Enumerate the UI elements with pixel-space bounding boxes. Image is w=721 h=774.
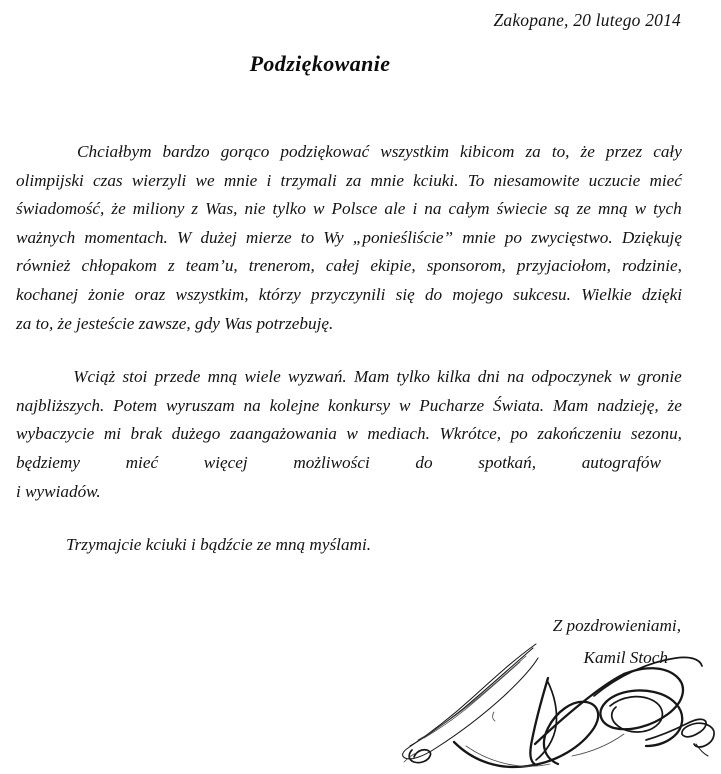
word: całej [325,256,360,276]
word: przyczynili [310,284,386,304]
word: przez [605,142,643,161]
word: team’u, [185,256,238,276]
word: tylko [272,199,306,219]
word: mną [207,367,238,387]
word: Wkrótce, [439,424,502,444]
word: gorąco [220,142,270,161]
word: kibicom [460,142,515,161]
text-line [16,228,682,257]
date-line: Zakopane, 20 lutego 2014 [493,10,681,30]
letter-body [16,142,682,564]
text-line [16,396,682,425]
word: mieć [649,170,682,190]
word: uczucie [588,170,641,190]
word: zwycięstwo. [531,227,613,247]
word: Potem [113,395,158,415]
word: Polsce [331,199,378,219]
word: ze [576,199,591,219]
word: wyruszam [165,395,235,415]
text-line [16,424,682,453]
paragraph [16,367,682,510]
word: Mam [552,395,589,415]
word: mnie [462,227,496,247]
word: mnie [223,170,258,190]
word: kolejne [269,395,320,415]
closing-salutation: Z pozdrowieniami, [552,616,681,635]
word: po [510,424,528,444]
word: rodzinie, [621,256,682,276]
word: będziemy [16,452,80,472]
word: trenerom, [248,256,315,276]
word: kochanej [16,284,79,304]
word: spotkań, [478,452,537,472]
word: po [504,227,522,247]
word: Wy [323,227,344,247]
word: do [415,452,433,472]
word: że [667,395,682,415]
word: z [191,199,199,219]
word: sukcesu. [513,284,571,304]
word: za to, że jesteście zawsze, gdy Was potrzebuję. [16,313,334,333]
word: którzy [258,284,301,304]
word: przede [154,367,201,387]
word: najbliższych. [16,395,105,415]
word: dużego [171,424,221,444]
word: mnie [370,170,404,190]
text-line [16,453,661,482]
word: ekipie, [370,256,416,276]
word: tych [653,199,682,219]
word: mierze [245,227,292,247]
word: brak [130,424,163,444]
word: miliony [132,199,185,219]
word: możliwości [293,452,370,472]
word: że [111,199,126,219]
word: kilka [437,367,471,387]
word: To [467,170,485,190]
text-line [16,285,682,314]
text-line [16,535,682,564]
word: świadomość, [16,199,105,219]
word: trzymali [280,170,337,190]
word: autografów [581,452,661,472]
text-line [16,482,682,511]
word: we [195,170,215,190]
word: bardzo [162,142,210,161]
word: z [167,256,175,276]
page-title: Podziękowanie [249,51,391,76]
word: Trzymajcie kciuki i bądźcie ze mną myślami. [66,535,372,555]
word: ale [384,199,406,219]
word: mojego [452,284,503,304]
word: za [525,142,541,161]
word: Was, [205,199,238,219]
word: Mam [353,367,390,387]
word: całym [448,199,490,219]
word: mieć [125,452,159,472]
word: że [580,142,595,161]
text-line [16,142,682,171]
word: nadzieję, [597,395,659,415]
word: momentach. [84,227,168,247]
word: dni [477,367,500,387]
word: konkursy [328,395,391,415]
word: to, [551,142,570,161]
text-line [16,171,682,200]
word: zaangażowania [229,424,337,444]
signer-name: Kamil Stoch [583,648,668,667]
word: Wciąż [73,367,116,387]
word: w [346,424,358,444]
word: w [634,199,647,219]
word: świecie [496,199,548,219]
word: wybaczycie [16,424,95,444]
word: mi [103,424,121,444]
word: w [313,199,325,219]
word: i [412,199,418,219]
word: cały [653,142,682,161]
text-line [16,314,682,343]
word: Pucharze [419,395,485,415]
word: zakończeniu [537,424,622,444]
word: podziękować [280,142,370,161]
text-line [16,256,682,285]
word: mediach. [367,424,430,444]
word: oraz [134,284,166,304]
word: do [424,284,443,304]
word: w [618,367,631,387]
word: olimpijski [16,170,84,190]
word: ważnych [16,227,76,247]
word: żonie [88,284,125,304]
word: nie [244,199,266,219]
word: Świata. [493,395,545,415]
word: wierzyli [131,170,187,190]
word: odpoczynek [531,367,612,387]
word: Dziękuję [621,227,682,247]
word: Chciałbym [77,142,152,161]
word: i [266,170,272,190]
word: wszystkim [380,142,449,161]
word: za [346,170,362,190]
word: sponsorom, [426,256,506,276]
word: tylko [396,367,430,387]
paragraph [16,142,682,342]
word: wyzwań. [287,367,347,387]
word: gronie [637,367,682,387]
word: dzięki [641,284,682,304]
word: „ponieśliście” [352,227,454,247]
word: się [395,284,415,304]
word: stoi [122,367,148,387]
word: niesamowite [493,170,580,190]
word: sezonu, [630,424,682,444]
word: przyjaciołom, [516,256,611,276]
word: W [176,227,192,247]
word: na [507,367,525,387]
word: i wywiadów. [16,481,101,501]
word: na [424,199,442,219]
word: to [300,227,315,247]
word: dużej [200,227,237,247]
handwritten-signature [396,636,721,774]
paragraph [16,535,682,564]
word: na [243,395,261,415]
word: wiele [244,367,281,387]
word: w [398,395,411,415]
text-line [16,367,682,396]
word: wszystkim, [175,284,249,304]
text-line [16,199,682,228]
word: są [554,199,570,219]
word: więcej [203,452,248,472]
word: Wielkie [581,284,632,304]
word: kciuki. [413,170,459,190]
word: czas [93,170,123,190]
word: chłopakom [81,256,157,276]
word: również [16,256,71,276]
word: mną [597,199,628,219]
